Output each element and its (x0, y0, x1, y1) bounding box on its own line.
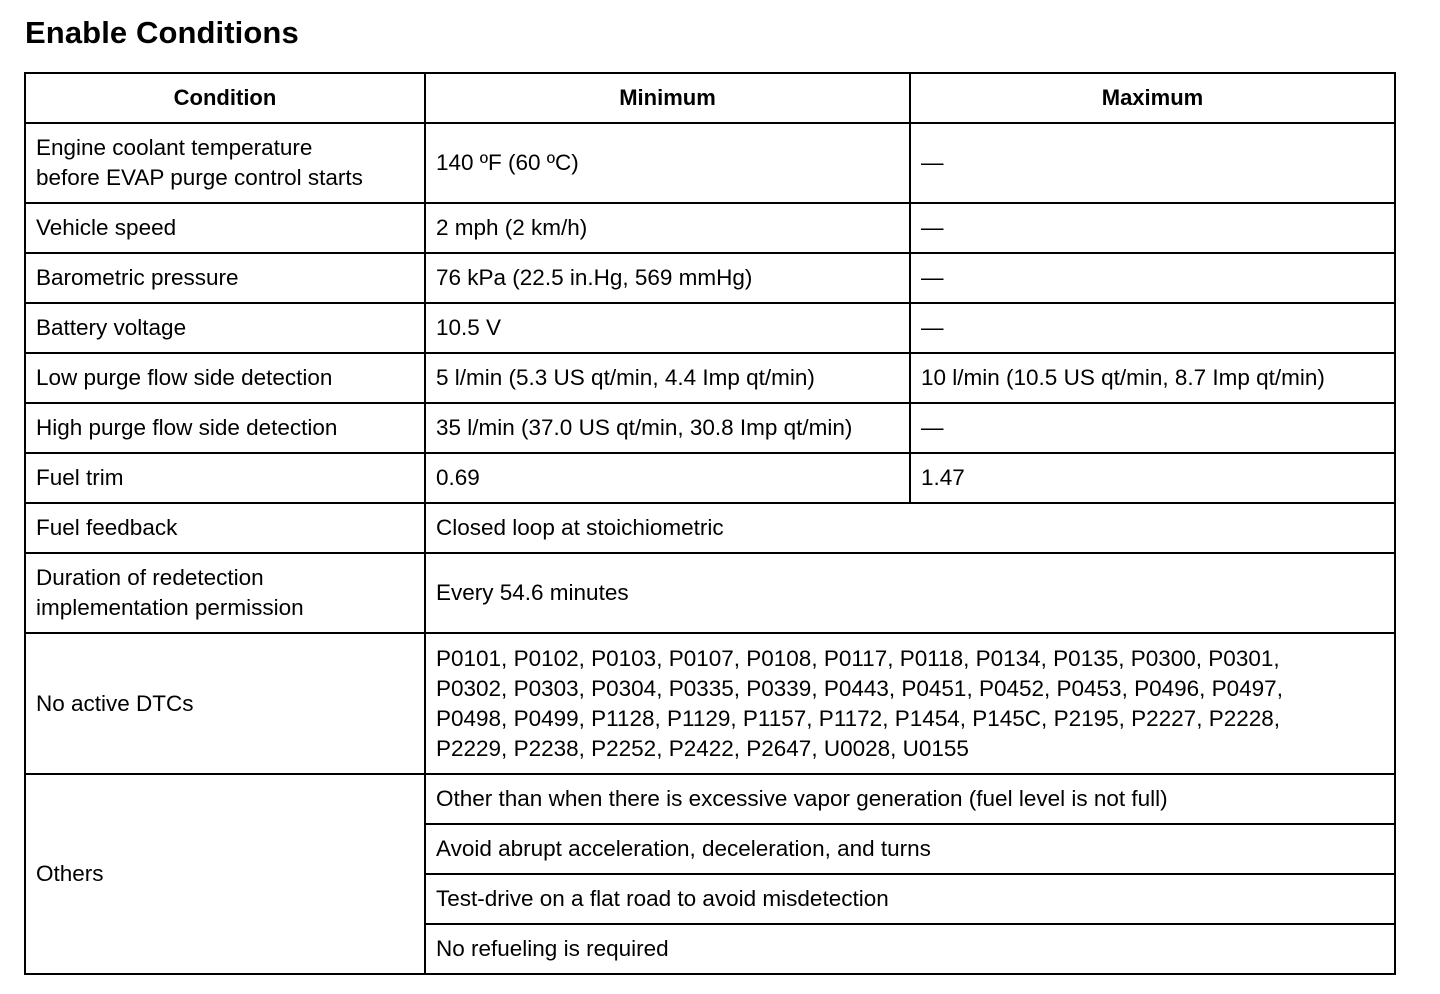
cell-label: Fuel feedback (25, 503, 425, 553)
page-title: Enable Conditions (25, 15, 299, 50)
cell-min: 0.69 (425, 453, 910, 503)
table-row-fuel-feedback (25, 503, 1395, 553)
header-condition: Condition (25, 73, 425, 123)
table-row-others-1 (25, 774, 1395, 824)
label-line: implementation permission (36, 595, 304, 620)
table-row-battery (25, 303, 1395, 353)
dtc-list (425, 633, 1395, 774)
table-row-baro (25, 253, 1395, 303)
cell-label: Barometric pressure (25, 253, 425, 303)
cell-max: — (910, 203, 1395, 253)
cell-max: 1.47 (910, 453, 1395, 503)
cell-min: 5 l/min (5.3 US qt/min, 4.4 Imp qt/min) (425, 353, 910, 403)
cell-label: No active DTCs (25, 633, 425, 774)
cell-min: 35 l/min (37.0 US qt/min, 30.8 Imp qt/min) (425, 403, 910, 453)
header-minimum: Minimum (425, 73, 910, 123)
header-maximum: Maximum (910, 73, 1395, 123)
cell-max: — (910, 403, 1395, 453)
cell-label: Vehicle speed (25, 203, 425, 253)
dtc-line: P0498, P0499, P1128, P1129, P1157, P1172, P1454, P145C, P2195, P2227, P2228, (436, 705, 1281, 731)
cell-label: Fuel trim (25, 453, 425, 503)
label-line: before EVAP purge control starts (36, 165, 363, 190)
cell-label (25, 123, 425, 203)
enable-conditions-table (24, 72, 1396, 975)
cell-min: 10.5 V (425, 303, 910, 353)
cell-value: Closed loop at stoichiometric (425, 503, 1395, 553)
table-row-low-purge (25, 353, 1395, 403)
cell-max: — (910, 123, 1395, 203)
table-row-fuel-trim (25, 453, 1395, 503)
table-header-row (25, 73, 1395, 123)
dtc-line: P0101, P0102, P0103, P0107, P0108, P0117, P0118, P0134, P0135, P0300, P0301, (436, 645, 1280, 671)
table-row-dtcs (25, 633, 1395, 774)
cell-label: Others (25, 774, 425, 974)
others-item: Avoid abrupt acceleration, deceleration, and turns (425, 824, 1395, 874)
table-row-coolant (25, 123, 1395, 203)
cell-max: 10 l/min (10.5 US qt/min, 8.7 Imp qt/min) (910, 353, 1395, 403)
cell-label (25, 553, 425, 633)
dtc-line: P0302, P0303, P0304, P0335, P0339, P0443, P0451, P0452, P0453, P0496, P0497, (436, 675, 1283, 701)
dtc-line: P2229, P2238, P2252, P2422, P2647, U0028, U0155 (436, 735, 969, 761)
cell-value: Every 54.6 minutes (425, 553, 1395, 633)
others-item: Other than when there is excessive vapor generation (fuel level is not full) (425, 774, 1395, 824)
others-item: No refueling is required (425, 924, 1395, 974)
label-line: Duration of redetection (36, 565, 264, 590)
cell-label: Battery voltage (25, 303, 425, 353)
cell-max: — (910, 253, 1395, 303)
cell-min: 2 mph (2 km/h) (425, 203, 910, 253)
table-row-redetection (25, 553, 1395, 633)
cell-max: — (910, 303, 1395, 353)
cell-label: Low purge flow side detection (25, 353, 425, 403)
cell-min: 76 kPa (22.5 in.Hg, 569 mmHg) (425, 253, 910, 303)
cell-label: High purge flow side detection (25, 403, 425, 453)
others-item: Test-drive on a flat road to avoid misdetection (425, 874, 1395, 924)
cell-min: 140 ºF (60 ºC) (425, 123, 910, 203)
table-row-speed (25, 203, 1395, 253)
table-row-high-purge (25, 403, 1395, 453)
label-line: Engine coolant temperature (36, 135, 313, 160)
